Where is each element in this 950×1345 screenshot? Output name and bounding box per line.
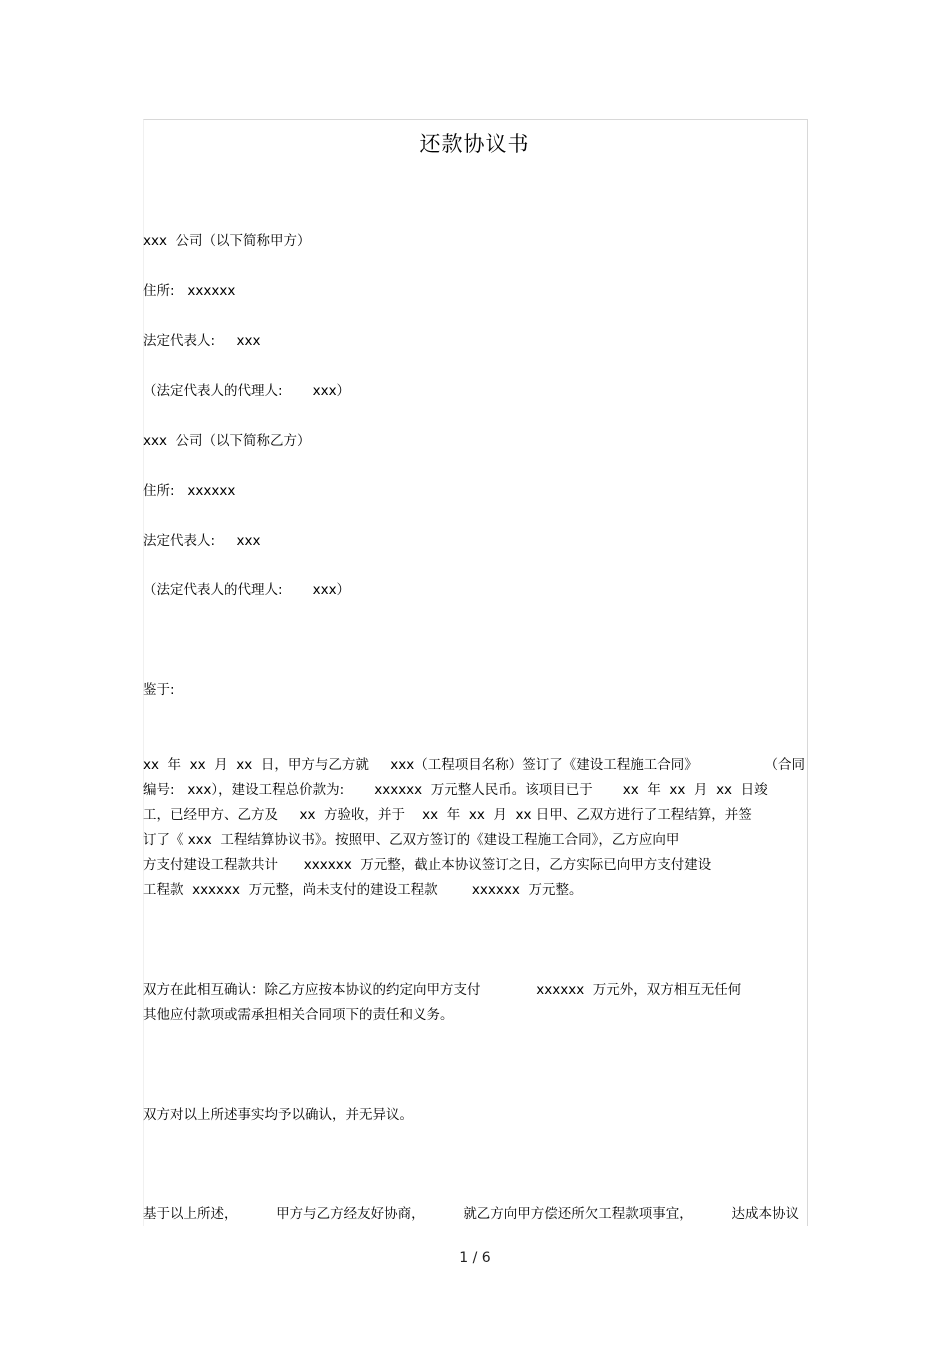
page-number: 1 / 6 [459, 1250, 491, 1266]
paragraph-line: 订了《 xxx 工程结算协议书》。按照甲、乙双方签订的《建设工程施工合同》，乙方应向甲 [143, 832, 680, 848]
document-title: 还款协议书 [419, 132, 530, 156]
paragraph-segment: 基于以上所述， [143, 1206, 238, 1222]
whereas-label: 鉴于: [143, 682, 175, 698]
paragraph-line: 方支付建设工程款共计 xxxxxx 万元整，截止本协议签订之日，乙方实际已向甲方支付建设 [143, 857, 712, 873]
page-frame [143, 119, 808, 1226]
party-b-name: xxx 公司（以下简称乙方） [143, 433, 311, 449]
paragraph-line-text: （合同 [764, 757, 805, 773]
paragraph-agreement-basis [143, 1202, 799, 1227]
paragraph-line: 编号: xxx），建设工程总价款为: xxxxxx 万元整人民币。该项目已于 xx 年 xx 月 xx 日竣 [143, 782, 768, 798]
party-a-address: 住所: xxxxxx [143, 283, 236, 299]
paragraph-line [143, 753, 805, 778]
party-b-agent: （法定代表人的代理人: xxx） [143, 582, 351, 598]
paragraph-line [143, 1202, 799, 1227]
party-b-address: 住所: xxxxxx [143, 483, 236, 499]
party-a-agent: （法定代表人的代理人: xxx） [143, 383, 351, 399]
paragraph-segment: 甲方与乙方经友好协商， [276, 1206, 425, 1222]
paragraph-confirmation [143, 978, 805, 1028]
party-a-legal-rep: 法定代表人: xxx [143, 333, 261, 349]
paragraph-line-text: xx 年 xx 月 xx 日，甲方与乙方就 xxx（工程项目名称）签订了《建设工程施工合同》 [143, 757, 698, 773]
paragraph-line: 工，已经甲方、乙方及 xx 方验收，并于 xx 年 xx 月 xx 日甲、乙双方进行了工程结算，并签 [143, 807, 752, 823]
paragraph-acknowledgement: 双方对以上所述事实均予以确认，并无异议。 [143, 1107, 413, 1123]
paragraph-line: 其他应付款项或需承担相关合同项下的责任和义务。 [143, 1007, 454, 1023]
paragraph-background [143, 753, 805, 903]
party-b-legal-rep: 法定代表人: xxx [143, 533, 261, 549]
paragraph-line: 工程款 xxxxxx 万元整，尚未支付的建设工程款 xxxxxx 万元整。 [143, 882, 583, 898]
paragraph-line: 双方在此相互确认：除乙方应按本协议的约定向甲方支付 xxxxxx 万元外，双方相互无任何 [143, 982, 742, 998]
party-a-name: xxx 公司（以下简称甲方） [143, 233, 311, 249]
paragraph-segment: 就乙方向甲方偿还所欠工程款项事宜， [463, 1206, 693, 1222]
paragraph-segment: 达成本协议 [731, 1206, 799, 1222]
